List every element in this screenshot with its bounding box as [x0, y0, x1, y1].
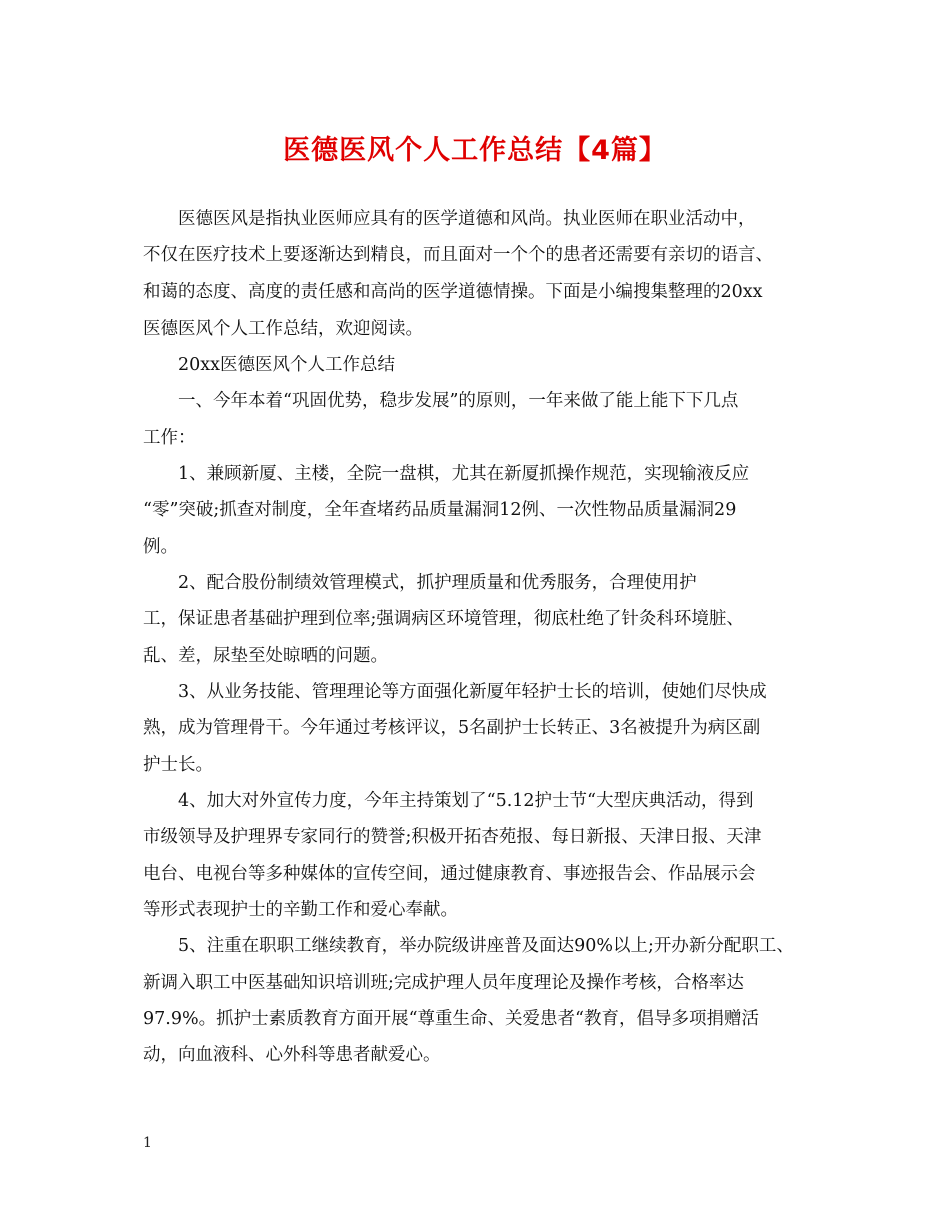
body-line: 4、加大对外宣传力度，今年主持策划了“5.12护士节“大型庆典活动，得到 — [178, 791, 754, 811]
body-line: 工，保证患者基础护理到位率;强调病区环境管理，彻底杜绝了针灸科环境脏、 — [143, 609, 744, 629]
body-line: 工作： — [143, 428, 196, 448]
body-line: 例。 — [143, 537, 178, 557]
section-heading: 20xx医德医风个人工作总结 — [178, 355, 396, 375]
body-line: “零”突破;抓查对制度，全年查堵药品质量漏洞12例、一次性物品质量漏洞29 — [143, 500, 737, 520]
body-line: 医德医风是指执业医师应具有的医学道德和风尚。执业医师在职业活动中， — [178, 209, 756, 229]
body-line: 一、今年本着“巩固优势，稳步发展”的原则，一年来做了能上能下下几点 — [178, 391, 739, 411]
body-line: 市级领导及护理界专家同行的赞誉;积极开拓杏苑报、每日新报、天津日报、天津 — [143, 827, 762, 847]
body-line: 电台、电视台等多种媒体的宣传空间，通过健康教育、事迹报告会、作品展示会 — [143, 864, 756, 884]
body-line: 1、兼顾新厦、主楼，全院一盘棋，尤其在新厦抓操作规范，实现输液反应 — [178, 464, 750, 484]
body-line: 动，向血液科、心外科等患者献爱心。 — [143, 1045, 441, 1065]
body-line: 熟，成为管理骨干。今年通过考核评议，5名副护士长转正、3名被提升为病区副 — [143, 718, 761, 738]
body-line: 护士长。 — [143, 755, 213, 775]
body-line: 不仅在医疗技术上要逐渐达到精良，而且面对一个个的患者还需要有亲切的语言、 — [143, 245, 773, 265]
body-line: 医德医风个人工作总结，欢迎阅读。 — [143, 319, 423, 339]
body-line: 新调入职工中医基础知识培训班;完成护理人员年度理论及操作考核，合格率达 — [143, 973, 744, 993]
body-line: 97.9%。抓护士素质教育方面开展“尊重生命、关爱患者“教育，倡导多项捐赠活 — [143, 1009, 759, 1029]
body-line: 等形式表现护士的辛勤工作和爱心奉献。 — [143, 900, 458, 920]
page-number: 1 — [143, 1135, 152, 1151]
document-title: 医德医风个人工作总结【4篇】 — [283, 135, 667, 166]
body-line: 5、注重在职职工继续教育，举办院级讲座普及面达90%以上;开办新分配职工、 — [178, 936, 794, 956]
body-line: 和蔼的态度、高度的责任感和高尚的医学道德情操。下面是小编搜集整理的20xx — [143, 282, 763, 302]
body-line: 乱、差，尿垫至处晾晒的问题。 — [143, 646, 388, 666]
body-line: 3、从业务技能、管理理论等方面强化新厦年轻护士长的培训，使她们尽快成 — [178, 682, 767, 702]
body-line: 2、配合股份制绩效管理模式，抓护理质量和优秀服务，合理使用护 — [178, 573, 697, 593]
